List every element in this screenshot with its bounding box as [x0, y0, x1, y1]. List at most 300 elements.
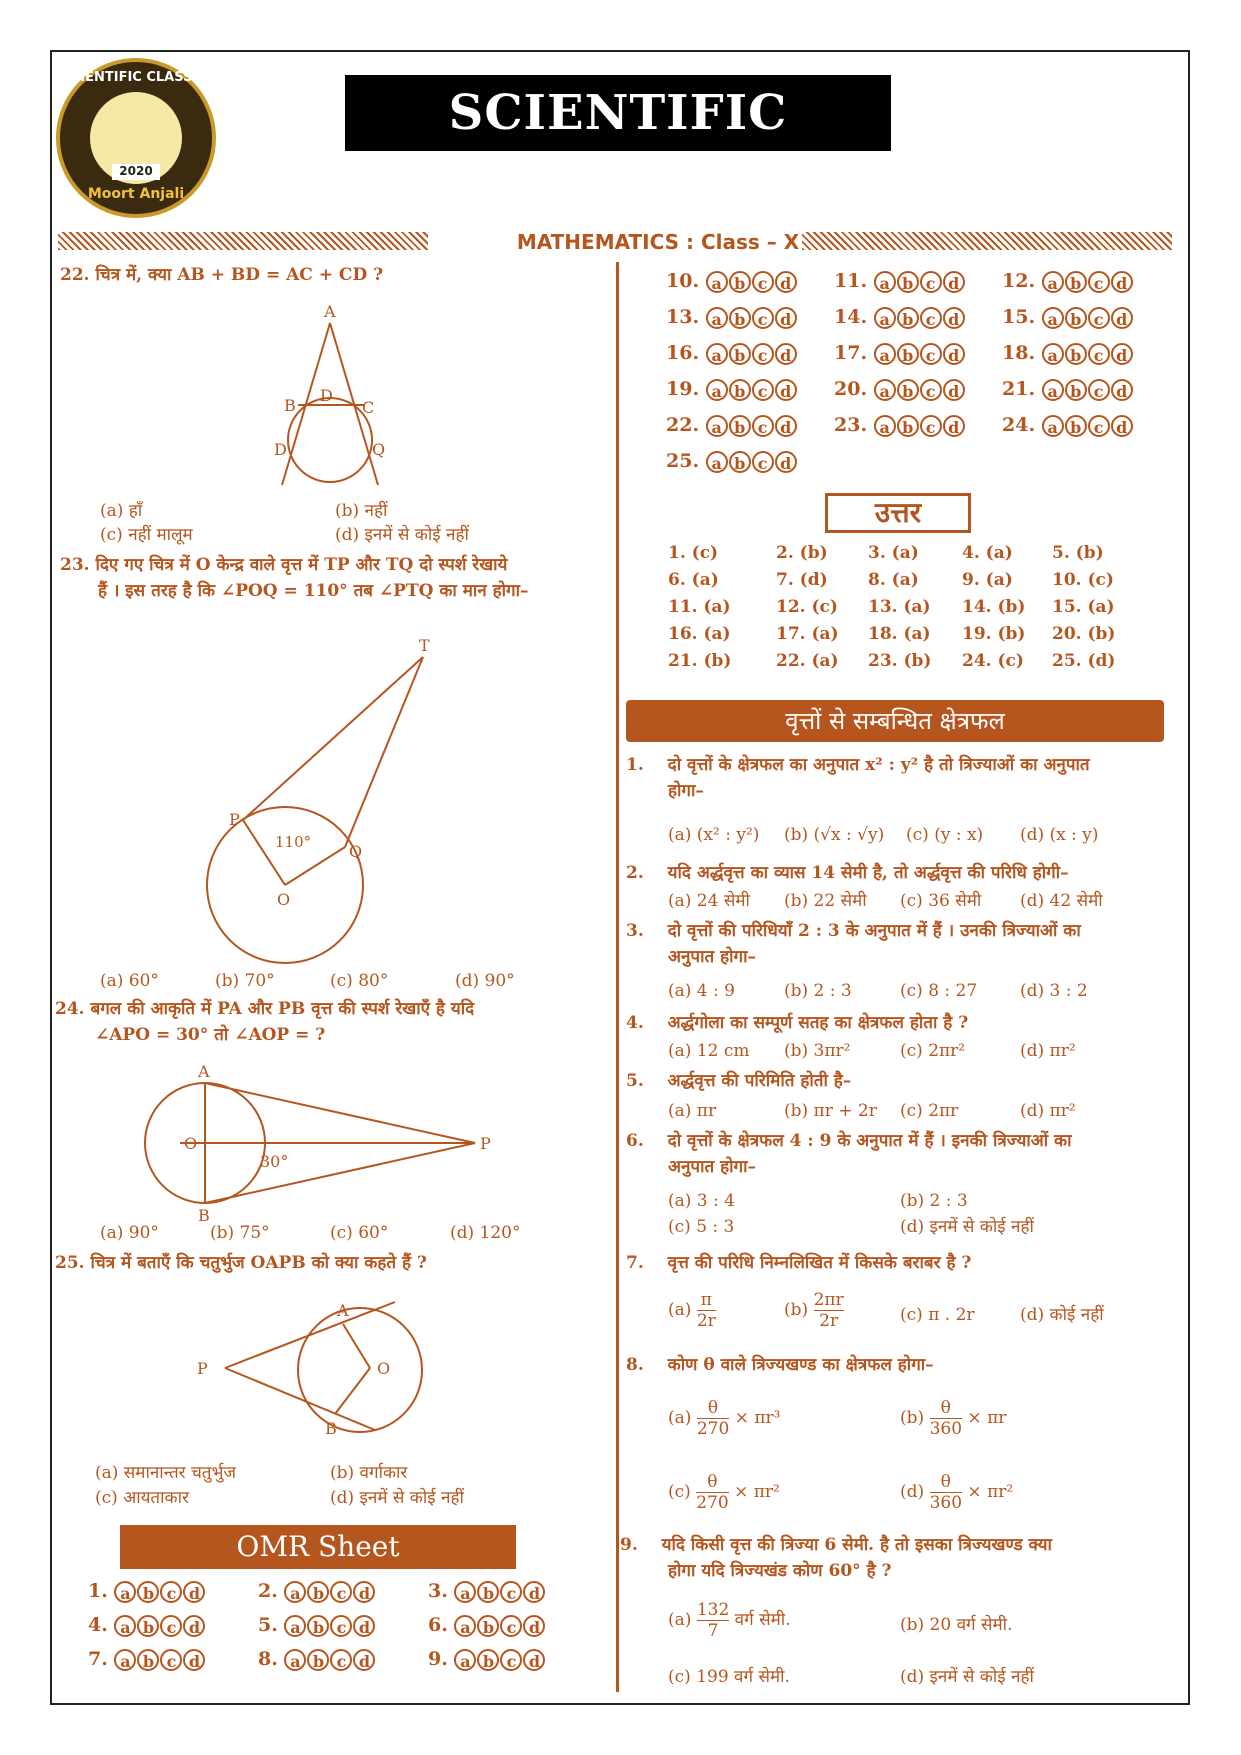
question-number: 6.: [626, 1131, 644, 1151]
question-text: बगल की आकृति में PA और PB वृत्त की स्पर्श रेखाएँ है यदि: [90, 999, 475, 1019]
answer-item: 14. (b): [962, 597, 1026, 617]
figure-q23: [205, 635, 445, 980]
omr-bubble[interactable]: b: [897, 379, 919, 401]
figure-q25: [195, 1290, 435, 1445]
option: (a) 4 : 9: [668, 981, 735, 1001]
omr-bubble[interactable]: c: [330, 1649, 352, 1671]
logo: [56, 58, 216, 218]
omr-bubble[interactable]: b: [729, 271, 751, 293]
omr-bubble[interactable]: d: [775, 343, 797, 365]
omr-bubble[interactable]: b: [137, 1581, 159, 1603]
omr-bubble[interactable]: d: [1111, 307, 1133, 329]
question-text-2: हैं । इस तरह है कि ∠POQ = 110° तब ∠PTQ का मान होगा–: [98, 581, 529, 601]
omr-bubble[interactable]: b: [137, 1649, 159, 1671]
omr-item: [1002, 414, 1134, 437]
fraction: [697, 1600, 729, 1641]
option: (a) 60°: [100, 971, 159, 991]
omr-item: [88, 1648, 206, 1671]
question-number: 25.: [55, 1253, 85, 1273]
question-22: [60, 262, 383, 288]
omr-bubble[interactable]: b: [729, 379, 751, 401]
option: (d) 120°: [450, 1223, 521, 1243]
answer-item: 7. (d): [776, 570, 828, 590]
answer-item: 16. (a): [668, 624, 731, 644]
omr-bubble[interactable]: c: [1088, 343, 1110, 365]
omr-bubble[interactable]: c: [920, 379, 942, 401]
omr-bubble[interactable]: d: [183, 1615, 205, 1637]
omr-item: [88, 1580, 206, 1603]
omr-bubble[interactable]: a: [874, 415, 896, 437]
fraction: [697, 1290, 716, 1331]
question-number: 8.: [626, 1355, 644, 1375]
answer-item: 12. (c): [776, 597, 838, 617]
omr-bubble[interactable]: c: [160, 1649, 182, 1671]
question-text-2: अनुपात होगा–: [668, 947, 756, 967]
omr-bubble[interactable]: d: [353, 1649, 375, 1671]
omr-bubble[interactable]: a: [874, 271, 896, 293]
omr-bubble[interactable]: b: [307, 1615, 329, 1637]
omr-number: 25.: [666, 450, 706, 472]
omr-item: [834, 378, 966, 401]
question-text: अर्द्धगोला का सम्पूर्ण सतह का क्षेत्रफल होता है ?: [667, 1013, 969, 1033]
omr-bubble[interactable]: b: [307, 1581, 329, 1603]
rq-5: [626, 1068, 851, 1094]
omr-bubble[interactable]: c: [920, 415, 942, 437]
option: (a) 3 : 4: [668, 1191, 735, 1211]
rq-9: [620, 1532, 1168, 1584]
omr-number: 19.: [666, 378, 706, 400]
omr-number: 6.: [428, 1614, 455, 1636]
omr-number: 2.: [258, 1580, 285, 1602]
omr-bubble[interactable]: c: [752, 451, 774, 473]
question-text: वृत्त की परिधि निम्नलिखित में किसके बराबर है ?: [667, 1253, 972, 1273]
logo-year: 2020: [112, 164, 160, 180]
omr-bubble[interactable]: d: [353, 1615, 375, 1637]
label-p: P: [480, 1134, 491, 1153]
omr-bubble[interactable]: d: [943, 343, 965, 365]
answer-item: 4. (a): [962, 543, 1013, 563]
fraction: [930, 1398, 962, 1439]
label-angle: 110°: [275, 833, 312, 851]
omr-bubble[interactable]: a: [454, 1615, 476, 1637]
omr-item: [834, 414, 966, 437]
option-label: (b): [900, 1408, 925, 1428]
omr-number: 21.: [1002, 378, 1042, 400]
option: (a) (x² : y²): [668, 825, 760, 845]
omr-item: [428, 1648, 546, 1671]
denominator: 270: [696, 1493, 729, 1513]
option: (b) 20 वर्ग सेमी.: [900, 1615, 1013, 1635]
numerator: θ: [696, 1472, 728, 1493]
omr-bubble[interactable]: b: [477, 1615, 499, 1637]
answer-item: 21. (b): [668, 651, 732, 671]
omr-bubble[interactable]: a: [1042, 415, 1064, 437]
question-text-2: होगा–: [668, 781, 704, 801]
omr-bubble[interactable]: c: [330, 1615, 352, 1637]
omr-bubble[interactable]: b: [1065, 379, 1087, 401]
question-text: अर्द्धवृत्त की परिमिति होती है–: [667, 1071, 852, 1091]
omr-item: [666, 270, 798, 293]
question-number: 4.: [626, 1013, 644, 1033]
omr-bubble[interactable]: d: [1111, 415, 1133, 437]
label-angle: 30°: [260, 1152, 289, 1171]
option-a: [668, 1290, 716, 1331]
option: (d) कोई नहीं: [1020, 1305, 1104, 1325]
label-o: O: [184, 1134, 198, 1153]
omr-bubble[interactable]: c: [752, 307, 774, 329]
omr-bubble[interactable]: a: [1042, 379, 1064, 401]
answer-item: 22. (a): [776, 651, 839, 671]
question-number: 5.: [626, 1071, 644, 1091]
omr-number: 16.: [666, 342, 706, 364]
omr-item: [666, 450, 798, 473]
figure-q24: [140, 1062, 500, 1225]
omr-bubble[interactable]: a: [706, 451, 728, 473]
omr-bubble[interactable]: a: [284, 1649, 306, 1671]
omr-item: [666, 414, 798, 437]
omr-item: [258, 1614, 376, 1637]
question-text-2: होगा यदि त्रिज्यखंड कोण 60° है ?: [668, 1561, 892, 1581]
omr-bubble[interactable]: a: [454, 1581, 476, 1603]
option: (b) 75°: [210, 1223, 270, 1243]
omr-bubble[interactable]: c: [500, 1615, 522, 1637]
omr-bubble[interactable]: c: [1088, 307, 1110, 329]
omr-bubble[interactable]: d: [183, 1649, 205, 1671]
omr-bubble[interactable]: c: [330, 1581, 352, 1603]
question-text: दो वृत्तों के क्षेत्रफल 4 : 9 के अनुपात में हैं । इनकी त्रिज्याओं का: [667, 1131, 1072, 1151]
option: (c) आयताकार: [95, 1488, 189, 1508]
omr-bubble[interactable]: c: [500, 1581, 522, 1603]
omr-bubble[interactable]: c: [920, 343, 942, 365]
omr-bubble[interactable]: a: [114, 1649, 136, 1671]
subject-header: [58, 230, 1178, 254]
option: (c) 80°: [330, 971, 389, 991]
omr-bubble[interactable]: b: [477, 1649, 499, 1671]
hatch-left: [58, 232, 428, 250]
omr-bubble[interactable]: b: [729, 307, 751, 329]
omr-bubble[interactable]: c: [920, 307, 942, 329]
label-a: A: [198, 1062, 210, 1081]
omr-item: [1002, 270, 1134, 293]
option: (c) 2πr²: [900, 1041, 966, 1061]
option: (a) 90°: [100, 1223, 159, 1243]
label-o: O: [277, 890, 291, 909]
omr-bubble[interactable]: b: [137, 1615, 159, 1637]
question-text: चित्र में बताएँ कि चतुर्भुज OAPB को क्या कहते हैं ?: [90, 1253, 427, 1273]
option: (d) इनमें से कोई नहीं: [900, 1217, 1034, 1237]
omr-bubble[interactable]: b: [897, 343, 919, 365]
omr-bubble[interactable]: b: [1065, 271, 1087, 293]
option-label: (a): [668, 1408, 692, 1428]
answer-item: 9. (a): [962, 570, 1013, 590]
omr-number: 3.: [428, 1580, 455, 1602]
question-number: 7.: [626, 1253, 644, 1273]
omr-bubble[interactable]: a: [706, 343, 728, 365]
option: (d) (x : y): [1020, 825, 1099, 845]
option-tail: × πr²: [734, 1482, 780, 1502]
omr-bubble[interactable]: c: [752, 379, 774, 401]
column-divider: [616, 262, 619, 1692]
rq-3: [626, 918, 1166, 970]
label-q: Q: [372, 440, 386, 459]
omr-bubble[interactable]: b: [897, 415, 919, 437]
option-b: [900, 1398, 1006, 1439]
option-label: (c): [668, 1482, 691, 1502]
option: (d) 3 : 2: [1020, 981, 1088, 1001]
omr-bubble[interactable]: c: [160, 1581, 182, 1603]
option-label: (a): [668, 1300, 692, 1320]
option: (c) 199 वर्ग सेमी.: [668, 1667, 790, 1687]
option: (b) πr + 2r: [784, 1101, 877, 1121]
answer-item: 2. (b): [776, 543, 828, 563]
omr-bubble[interactable]: a: [874, 307, 896, 329]
option: (c) नहीं मालूम: [100, 525, 193, 545]
option: (a) हाँ: [100, 501, 143, 521]
option-c: [668, 1472, 780, 1513]
label-d: D: [320, 386, 333, 405]
question-text-2: अनुपात होगा–: [668, 1157, 756, 1177]
option: (a) πr: [668, 1101, 717, 1121]
fraction: [930, 1472, 962, 1513]
section-title: वृत्तों से सम्बन्धित क्षेत्रफल: [626, 700, 1164, 742]
option: (c) (y : x): [906, 825, 984, 845]
question-text: दिए गए चित्र में O केन्द्र वाले वृत्त में TP और TQ दो स्पर्श रेखाये: [95, 555, 508, 575]
omr-bubble[interactable]: a: [1042, 307, 1064, 329]
denominator: 2r: [696, 1311, 716, 1331]
omr-number: 11.: [834, 270, 874, 292]
label-p: P: [229, 810, 240, 829]
omr-bubble[interactable]: d: [183, 1581, 205, 1603]
option: (b) नहीं: [335, 501, 388, 521]
omr-number: 17.: [834, 342, 874, 364]
omr-bubble[interactable]: a: [706, 415, 728, 437]
page-title: SCIENTIFIC CLASSES: [345, 75, 891, 151]
numerator: θ: [697, 1398, 729, 1419]
omr-bubble[interactable]: a: [1042, 271, 1064, 293]
option: (c) 5 : 3: [668, 1217, 735, 1237]
question-number: 22.: [60, 265, 90, 285]
omr-bubble[interactable]: b: [1065, 307, 1087, 329]
option: (d) इनमें से कोई नहीं: [335, 525, 469, 545]
omr-bubble[interactable]: b: [1065, 343, 1087, 365]
omr-bubble[interactable]: c: [500, 1649, 522, 1671]
omr-bubble[interactable]: b: [729, 451, 751, 473]
fraction: [814, 1290, 844, 1331]
omr-bubble[interactable]: d: [1111, 271, 1133, 293]
omr-number: 8.: [258, 1648, 285, 1670]
question-text-2: ∠APO = 30° तो ∠AOP = ?: [95, 1025, 326, 1045]
rq-6: [626, 1128, 1166, 1180]
omr-bubble[interactable]: b: [897, 271, 919, 293]
omr-bubble[interactable]: c: [920, 271, 942, 293]
omr-bubble[interactable]: d: [775, 271, 797, 293]
omr-item: [1002, 378, 1134, 401]
denominator: 360: [929, 1419, 963, 1439]
omr-bubble[interactable]: d: [775, 451, 797, 473]
omr-item: [834, 342, 966, 365]
question-text: चित्र में, क्या AB + BD = AC + CD ?: [95, 265, 384, 285]
question-text: यदि अर्द्धवृत्त का व्यास 14 सेमी है, तो अर्द्धवृत्त की परिधि होगी–: [667, 863, 1069, 883]
numerator: 132: [696, 1600, 730, 1620]
omr-bubble[interactable]: d: [523, 1615, 545, 1637]
option-a: [668, 1600, 791, 1641]
question-number: 23.: [60, 555, 90, 575]
answer-item: 1. (c): [668, 543, 719, 563]
option: (b) 22 सेमी: [784, 891, 867, 911]
option-b: [784, 1290, 844, 1331]
omr-bubble[interactable]: c: [1088, 379, 1110, 401]
option: (d) इनमें से कोई नहीं: [900, 1667, 1034, 1687]
denominator: 2r: [819, 1311, 839, 1331]
rq-7: [626, 1250, 971, 1276]
option: (a) समानान्तर चतुर्भुज: [95, 1463, 237, 1483]
answer-item: 23. (b): [868, 651, 932, 671]
option-tail: वर्ग सेमी.: [734, 1610, 791, 1630]
omr-bubble[interactable]: a: [874, 379, 896, 401]
omr-bubble[interactable]: b: [477, 1581, 499, 1603]
label-d2: D: [274, 440, 287, 459]
option-a: [668, 1398, 780, 1439]
omr-bubble[interactable]: d: [775, 379, 797, 401]
omr-bubble[interactable]: a: [114, 1581, 136, 1603]
answer-item: 8. (a): [868, 570, 919, 590]
option: (c) 60°: [330, 1223, 389, 1243]
omr-bubble[interactable]: d: [943, 415, 965, 437]
option: (c) π . 2r: [900, 1305, 975, 1325]
omr-bubble[interactable]: a: [454, 1649, 476, 1671]
omr-bubble[interactable]: d: [943, 307, 965, 329]
answer-item: 25. (d): [1052, 651, 1116, 671]
omr-item: [1002, 306, 1134, 329]
omr-bubble[interactable]: c: [752, 415, 774, 437]
omr-item: [88, 1614, 206, 1637]
option: (b) वर्गाकार: [330, 1463, 408, 1483]
omr-bubble[interactable]: c: [752, 343, 774, 365]
omr-item: [834, 306, 966, 329]
label-p: P: [197, 1359, 208, 1378]
label-b: B: [325, 1419, 337, 1438]
answer-item: 19. (b): [962, 624, 1026, 644]
label-b: B: [284, 396, 296, 415]
omr-item: [428, 1580, 546, 1603]
logo-text: SCIENTIFIC CLASSES: [61, 70, 211, 85]
option: (b) 3πr²: [784, 1041, 851, 1061]
question-number: 9.: [620, 1535, 638, 1555]
omr-bubble[interactable]: c: [1088, 415, 1110, 437]
omr-item: [428, 1614, 546, 1637]
option: (d) इनमें से कोई नहीं: [330, 1488, 464, 1508]
option: (b) 2 : 3: [784, 981, 852, 1001]
omr-bubble[interactable]: c: [1088, 271, 1110, 293]
omr-bubble[interactable]: a: [706, 307, 728, 329]
omr-item: [1002, 342, 1134, 365]
option-label: (d): [900, 1482, 925, 1502]
option: (a) 24 सेमी: [668, 891, 750, 911]
omr-bubble[interactable]: d: [775, 415, 797, 437]
question-text: कोण θ वाले त्रिज्यखण्ड का क्षेत्रफल होगा–: [667, 1355, 934, 1375]
omr-number: 15.: [1002, 306, 1042, 328]
answers-title: उत्तर: [825, 493, 971, 533]
option: (d) 90°: [455, 971, 515, 991]
omr-item: [258, 1580, 376, 1603]
question-number: 24.: [55, 999, 85, 1019]
omr-bubble[interactable]: b: [729, 343, 751, 365]
omr-bubble[interactable]: d: [523, 1649, 545, 1671]
omr-item: [258, 1648, 376, 1671]
option: (d) 42 सेमी: [1020, 891, 1103, 911]
answer-item: 6. (a): [668, 570, 719, 590]
omr-bubble[interactable]: a: [706, 379, 728, 401]
numerator: π: [697, 1290, 716, 1311]
question-number: 2.: [626, 863, 644, 883]
omr-bubble[interactable]: b: [897, 307, 919, 329]
omr-bubble[interactable]: d: [353, 1581, 375, 1603]
answer-item: 18. (a): [868, 624, 931, 644]
omr-bubble[interactable]: d: [775, 307, 797, 329]
omr-bubble[interactable]: d: [943, 379, 965, 401]
label-c: C: [362, 398, 375, 417]
omr-bubble[interactable]: c: [160, 1615, 182, 1637]
omr-number: 12.: [1002, 270, 1042, 292]
omr-number: 13.: [666, 306, 706, 328]
omr-bubble[interactable]: b: [307, 1649, 329, 1671]
option: (b) 70°: [215, 971, 275, 991]
option: (d) πr²: [1020, 1041, 1076, 1061]
omr-bubble[interactable]: d: [943, 271, 965, 293]
label-t: T: [419, 636, 430, 655]
label-a: A: [337, 1301, 349, 1320]
omr-number: 18.: [1002, 342, 1042, 364]
omr-bubble[interactable]: d: [1111, 343, 1133, 365]
answer-item: 24. (c): [962, 651, 1024, 671]
omr-bubble[interactable]: b: [729, 415, 751, 437]
question-24: [55, 996, 615, 1048]
denominator: 7: [707, 1621, 719, 1641]
omr-sheet-title: OMR Sheet: [120, 1525, 516, 1569]
omr-bubble[interactable]: c: [752, 271, 774, 293]
omr-number: 4.: [88, 1614, 115, 1636]
omr-bubble[interactable]: a: [874, 343, 896, 365]
omr-bubble[interactable]: b: [1065, 415, 1087, 437]
label-o: O: [377, 1359, 391, 1378]
option: (b) (√x : √y): [784, 825, 885, 845]
omr-bubble[interactable]: d: [523, 1581, 545, 1603]
logo-sub: Moort Anjali: [87, 186, 185, 202]
label-b: B: [198, 1206, 210, 1225]
answer-item: 15. (a): [1052, 597, 1115, 617]
omr-bubble[interactable]: d: [1111, 379, 1133, 401]
omr-bubble[interactable]: a: [1042, 343, 1064, 365]
omr-number: 20.: [834, 378, 874, 400]
option-label: (b): [784, 1300, 809, 1320]
label-a: A: [324, 302, 336, 321]
option: (b) 2 : 3: [900, 1191, 968, 1211]
option-label: (a): [668, 1610, 692, 1630]
omr-bubble[interactable]: a: [284, 1615, 306, 1637]
question-23: [60, 552, 610, 604]
omr-number: 23.: [834, 414, 874, 436]
omr-bubble[interactable]: a: [114, 1615, 136, 1637]
omr-bubble[interactable]: a: [706, 271, 728, 293]
option: (c) 8 : 27: [900, 981, 978, 1001]
omr-bubble[interactable]: a: [284, 1581, 306, 1603]
question-number: 3.: [626, 921, 644, 941]
question-text: दो वृत्तों के क्षेत्रफल का अनुपात x² : y² है तो त्रिज्याओं का अनुपात: [667, 755, 1090, 775]
omr-item: [666, 378, 798, 401]
option: (d) πr²: [1020, 1101, 1076, 1121]
option-d: [900, 1472, 1013, 1513]
answer-item: 11. (a): [668, 597, 731, 617]
